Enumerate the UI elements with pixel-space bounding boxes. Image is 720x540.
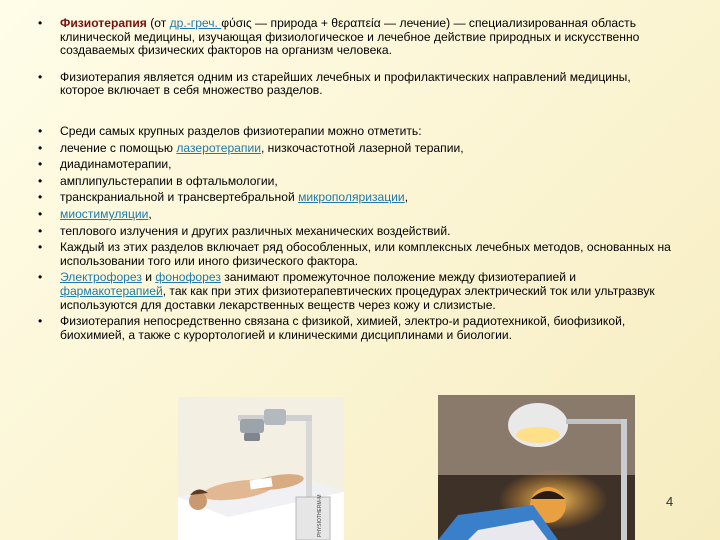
text-segment: Физиотерапия непосредственно связана с физикой, химией, электро-и радиотехникой, биофизикой, биохимией, а также с курортологией и клиническими дисциплинами и биологии.: [60, 314, 626, 342]
text-segment: лечение с помощью: [60, 140, 177, 155]
photo-device-illustration: [178, 397, 344, 540]
bullet-definition: [38, 17, 678, 58]
bullet-thermal: [38, 225, 678, 239]
text-segment: Физиотерапия является одним из старейших лечебных и профилактических направлений медицины, которое включает в себя множество разделов.: [60, 69, 631, 98]
bullet-list: [38, 17, 678, 342]
link-laser-therapy[interactable]: лазеротерапии: [176, 140, 261, 155]
bullet-history: [38, 71, 678, 98]
text-segment: (от: [146, 16, 170, 30]
link-myostimulation[interactable]: миостимуляции: [60, 206, 149, 221]
device-label: PHYSIOTHERM-M: [317, 494, 323, 537]
text-segment: Среди самых крупных разделов физиотерапии можно отметить:: [60, 123, 422, 138]
bullet-laser: [38, 142, 678, 156]
link-electrophoresis[interactable]: Электрофорез: [60, 270, 142, 285]
text-segment: φύσις — природа + θεραπεία — лечение) — специализированная область клинической медицины, изучающая физиологическое и лечебное действие природных и искусственно создаваемых физических факторов на организм человека.: [60, 16, 640, 58]
link-ancient-greek[interactable]: др.-греч.: [169, 16, 222, 30]
text-segment: амплипульстерапии в офтальмологии,: [60, 173, 278, 188]
bullet-myostimulation: [38, 208, 678, 222]
bullet-diadynamic: [38, 158, 678, 172]
link-phonophoresis[interactable]: фонофорез: [155, 270, 221, 285]
page-number: 4: [666, 494, 674, 509]
bullet-sections-intro: [38, 125, 678, 139]
text-segment: , низкочастотной лазерной терапии,: [260, 140, 464, 155]
bullet-electrophoresis: [38, 271, 678, 312]
text-segment: ,: [148, 206, 152, 221]
link-micropolarization[interactable]: микрополяризации: [298, 190, 405, 205]
text-segment: , так как при этих физиотерапевтических процедурах электрический ток или ультразвук используются для доставки лекарственных веществ через кожу и слизистые.: [60, 283, 655, 312]
text-segment: ,: [404, 190, 409, 205]
text-segment: Каждый из этих разделов включает ряд обособленных, или комплексных лечебных методов, основанных на использовании того или иного физического фактора.: [60, 240, 671, 268]
text-segment: теплового излучения и других различных механических воздействий.: [60, 223, 451, 238]
link-pharmacotherapy[interactable]: фармакотерапией: [60, 283, 163, 298]
term-physiotherapy: Физиотерапия: [60, 16, 147, 30]
photo-physiotherapy-device: [178, 397, 344, 540]
photo-lamp-illustration: [438, 395, 635, 540]
bullet-micropolarization: [38, 191, 678, 205]
bullet-related-sciences: [38, 315, 678, 342]
photo-heat-lamp: [438, 395, 635, 540]
text-segment: диадинамотерапии,: [60, 157, 172, 172]
bullet-methods: [38, 241, 678, 268]
text-segment: транскраниальной и трансвертебральной: [60, 190, 299, 205]
bullet-amplipulse: [38, 175, 678, 189]
text-segment: и: [141, 270, 156, 285]
text-segment: занимают промежуточное положение между физиотерапией и: [220, 270, 577, 285]
